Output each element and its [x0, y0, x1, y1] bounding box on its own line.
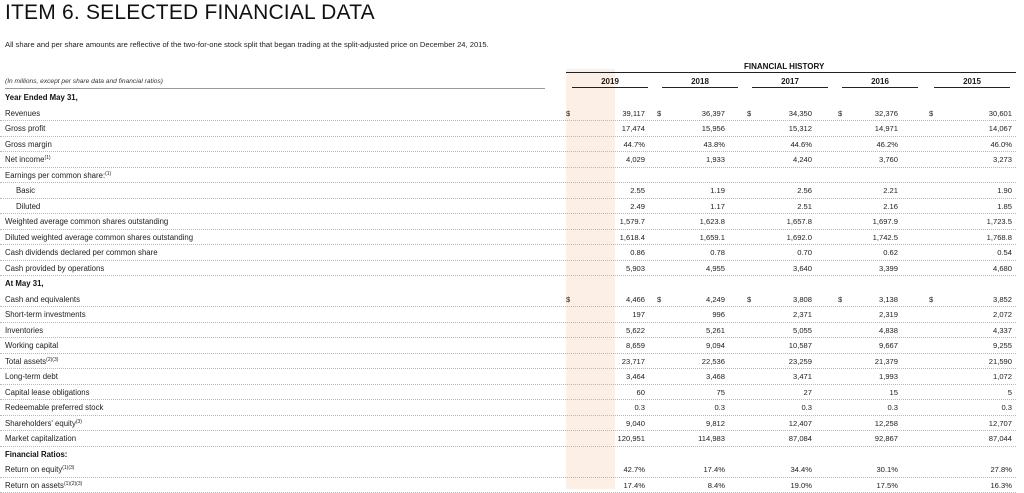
table-row: [0, 354, 1024, 370]
value-cell-2017: 4,240: [793, 155, 812, 164]
value-cell-2016: 0.3: [887, 403, 898, 412]
row-label: Gross profit: [5, 124, 45, 133]
value-cell-2019: 8,659: [626, 341, 645, 350]
value-cell-2016: 32,376: [875, 109, 898, 118]
row-label: Working capital: [5, 341, 58, 350]
value-cell-2015: 3,852: [993, 295, 1012, 304]
table-row: [0, 416, 1024, 432]
table-row: [0, 478, 1024, 493]
value-cell-2017: 5,055: [793, 326, 812, 335]
table-row: [0, 385, 1024, 401]
year-underline: [662, 87, 738, 88]
value-cell-2019: 23,717: [622, 357, 645, 366]
footnote-ref: (1): [44, 155, 50, 161]
value-cell-2019: 120,951: [618, 434, 645, 443]
value-cell-2019: 17,474: [622, 124, 645, 133]
value-cell-2017: 34.4%: [790, 465, 812, 474]
row-label: Basic: [16, 186, 35, 195]
value-cell-2017: 87,084: [789, 434, 812, 443]
value-cell-2018: 15,956: [702, 124, 725, 133]
footnote-ref: (2)(3): [46, 357, 58, 363]
value-cell-2018: 1,659.1: [700, 233, 725, 242]
row-label: Cash and equivalents: [5, 295, 80, 304]
value-cell-2016: 3,760: [879, 155, 898, 164]
value-cell-2018: 17.4%: [703, 465, 725, 474]
row-label: Diluted weighted average common shares outstanding: [5, 233, 193, 242]
value-cell-2015: 46.0%: [990, 140, 1012, 149]
value-cell-2017: 3,471: [793, 372, 812, 381]
value-cell-2016: 30.1%: [876, 465, 898, 474]
value-cell-2016: 9,667: [879, 341, 898, 350]
value-cell-2017: 0.70: [797, 248, 812, 257]
value-cell-2016: 2,319: [879, 310, 898, 319]
year-header-2018: 2018: [670, 77, 730, 86]
value-cell-2017: 2.56: [797, 186, 812, 195]
value-cell-2018: 1.17: [710, 202, 725, 211]
row-label: Shareholders' equity$^{(3)}$: [5, 419, 82, 428]
value-cell-2017: 10,587: [789, 341, 812, 350]
value-cell-2015: 0.3: [1001, 403, 1012, 412]
value-cell-2018: 1,933: [706, 155, 725, 164]
value-cell-2017: 15,312: [789, 124, 812, 133]
table-row: [0, 431, 1024, 447]
value-cell-2019: 2.55: [630, 186, 645, 195]
value-cell-2016: 0.62: [883, 248, 898, 257]
value-cell-2017: 19.0%: [790, 481, 812, 490]
value-cell-2016: 1,742.5: [873, 233, 898, 242]
header-rule: [566, 72, 1016, 73]
table-row: [0, 137, 1024, 153]
row-label: Capital lease obligations: [5, 388, 90, 397]
value-cell-2019: 197: [632, 310, 645, 319]
value-cell-2019: 0.3: [634, 403, 645, 412]
value-cell-2016: 14,971: [875, 124, 898, 133]
row-label: Revenues: [5, 109, 40, 118]
value-cell-2016: 4,838: [879, 326, 898, 335]
value-cell-2015: 0.54: [997, 248, 1012, 257]
row-label: Return on equity$^{(1)(3)}$: [5, 465, 74, 474]
section-heading-row: [0, 90, 1024, 106]
value-cell-2015: 4,337: [993, 326, 1012, 335]
row-label: Net income$^{(1)}$: [5, 155, 51, 164]
table-row: [0, 307, 1024, 323]
value-cell-2017: 12,407: [789, 419, 812, 428]
year-underline: [934, 87, 1010, 88]
value-cell-2018: 4,249: [706, 295, 725, 304]
row-label: At May 31,: [5, 279, 44, 288]
value-cell-2018: 22,536: [702, 357, 725, 366]
value-cell-2019: 5,622: [626, 326, 645, 335]
table-row: [0, 199, 1024, 215]
table-row: [0, 106, 1024, 122]
currency-symbol: $: [566, 109, 570, 118]
value-cell-2018: 1.19: [710, 186, 725, 195]
year-header-2016: 2016: [850, 77, 910, 86]
table-row: [0, 214, 1024, 230]
table-row: [0, 121, 1024, 137]
value-cell-2015: 87,044: [989, 434, 1012, 443]
table-row: [0, 369, 1024, 385]
value-cell-2016: 12,258: [875, 419, 898, 428]
value-cell-2019: 5,903: [626, 264, 645, 273]
currency-symbol: $: [657, 295, 661, 304]
value-cell-2018: 5,261: [706, 326, 725, 335]
row-label: Short-term investments: [5, 310, 86, 319]
value-cell-2016: 17.5%: [876, 481, 898, 490]
value-cell-2018: 36,397: [702, 109, 725, 118]
value-cell-2017: 44.6%: [790, 140, 812, 149]
value-cell-2019: 0.86: [630, 248, 645, 257]
value-cell-2015: 9,255: [993, 341, 1012, 350]
split-note: All share and per share amounts are reflective of the two-for-one stock split that began trading at the split-adjusted price on December 24, 2015.: [5, 40, 489, 49]
value-cell-2016: 3,399: [879, 264, 898, 273]
value-cell-2015: 1.90: [997, 186, 1012, 195]
row-label: Diluted: [16, 202, 40, 211]
row-label: Market capitalization: [5, 434, 76, 443]
value-cell-2015: 30,601: [989, 109, 1012, 118]
value-cell-2015: 21,590: [989, 357, 1012, 366]
value-cell-2019: 39,117: [622, 109, 645, 118]
value-cell-2016: 92,867: [875, 434, 898, 443]
value-cell-2015: 1,072: [993, 372, 1012, 381]
value-cell-2018: 996: [712, 310, 725, 319]
value-cell-2018: 3,468: [706, 372, 725, 381]
value-cell-2017: 2.51: [797, 202, 812, 211]
value-cell-2019: 17.4%: [623, 481, 645, 490]
row-label: Cash provided by operations: [5, 264, 104, 273]
year-underline: [752, 87, 828, 88]
year-header-2015: 2015: [942, 77, 1002, 86]
value-cell-2018: 8.4%: [708, 481, 725, 490]
value-cell-2019: 42.7%: [623, 465, 645, 474]
table-row: [0, 183, 1024, 199]
row-label: Earnings per common share:$^{(1)}$: [5, 171, 111, 180]
value-cell-2018: 114,983: [698, 434, 725, 443]
section-heading-row: [0, 447, 1024, 463]
value-cell-2019: 1,618.4: [620, 233, 645, 242]
value-cell-2018: 1,623.8: [700, 217, 725, 226]
value-cell-2018: 9,094: [706, 341, 725, 350]
value-cell-2018: 43.8%: [703, 140, 725, 149]
value-cell-2019: 2.49: [630, 202, 645, 211]
value-cell-2016: 2.21: [883, 186, 898, 195]
value-cell-2015: 14,067: [989, 124, 1012, 133]
units-rule: [5, 88, 545, 89]
value-cell-2016: 3,138: [879, 295, 898, 304]
page-title: ITEM 6. SELECTED FINANCIAL DATA: [5, 1, 375, 25]
currency-symbol: $: [566, 295, 570, 304]
footnote-ref: (3): [76, 419, 82, 425]
table-row: [0, 168, 1024, 184]
row-label: Financial Ratios:: [5, 450, 67, 459]
row-label: Redeemable preferred stock: [5, 403, 103, 412]
row-label: Total assets$^{(2)(3)}$: [5, 357, 58, 366]
row-label: Return on assets$^{(1)(2)(3)}$: [5, 481, 82, 490]
value-cell-2018: 75: [717, 388, 725, 397]
value-cell-2018: 9,812: [706, 419, 725, 428]
currency-symbol: $: [747, 295, 751, 304]
value-cell-2019: 4,466: [626, 295, 645, 304]
value-cell-2019: 44.7%: [623, 140, 645, 149]
currency-symbol: $: [838, 109, 842, 118]
value-cell-2018: 0.3: [714, 403, 725, 412]
footnote-ref: (1)(2)(3): [64, 481, 82, 487]
value-cell-2019: 1,579.7: [620, 217, 645, 226]
value-cell-2016: 1,993: [879, 372, 898, 381]
value-cell-2017: 1,657.8: [787, 217, 812, 226]
value-cell-2016: 2.16: [883, 202, 898, 211]
value-cell-2016: 1,697.9: [873, 217, 898, 226]
value-cell-2016: 21,379: [875, 357, 898, 366]
value-cell-2017: 0.3: [801, 403, 812, 412]
table-row: [0, 462, 1024, 478]
currency-symbol: $: [929, 295, 933, 304]
value-cell-2015: 5: [1008, 388, 1012, 397]
value-cell-2015: 16.3%: [990, 481, 1012, 490]
currency-symbol: $: [747, 109, 751, 118]
value-cell-2015: 1.85: [997, 202, 1012, 211]
value-cell-2017: 3,808: [793, 295, 812, 304]
financial-history-header: FINANCIAL HISTORY: [744, 62, 824, 71]
table-row: [0, 323, 1024, 339]
value-cell-2015: 3,273: [993, 155, 1012, 164]
value-cell-2017: 2,371: [793, 310, 812, 319]
table-row: [0, 152, 1024, 168]
currency-symbol: $: [657, 109, 661, 118]
value-cell-2015: 12,707: [989, 419, 1012, 428]
value-cell-2016: 46.2%: [876, 140, 898, 149]
value-cell-2018: 4,955: [706, 264, 725, 273]
value-cell-2017: 3,640: [793, 264, 812, 273]
value-cell-2015: 2,072: [993, 310, 1012, 319]
value-cell-2019: 9,040: [626, 419, 645, 428]
year-header-2019: 2019: [580, 77, 640, 86]
row-label: Long-term debt: [5, 372, 58, 381]
value-cell-2015: 1,723.5: [987, 217, 1012, 226]
row-label: Gross margin: [5, 140, 52, 149]
table-row: [0, 245, 1024, 261]
value-cell-2017: 27: [804, 388, 812, 397]
table-row: [0, 400, 1024, 416]
value-cell-2015: 1,768.8: [987, 233, 1012, 242]
value-cell-2019: 4,029: [626, 155, 645, 164]
currency-symbol: $: [838, 295, 842, 304]
year-header-2017: 2017: [760, 77, 820, 86]
row-label: Year Ended May 31,: [5, 93, 78, 102]
value-cell-2017: 1,692.0: [787, 233, 812, 242]
value-cell-2015: 4,680: [993, 264, 1012, 273]
year-underline: [842, 87, 918, 88]
section-heading-row: [0, 276, 1024, 292]
footnote-ref: (1): [105, 171, 111, 177]
value-cell-2015: 27.8%: [990, 465, 1012, 474]
value-cell-2016: 15: [890, 388, 898, 397]
table-row: [0, 230, 1024, 246]
row-label: Weighted average common shares outstanding: [5, 217, 168, 226]
currency-symbol: $: [929, 109, 933, 118]
row-label: Cash dividends declared per common share: [5, 248, 158, 257]
table-row: [0, 261, 1024, 277]
value-cell-2017: 23,259: [789, 357, 812, 366]
value-cell-2019: 60: [637, 388, 645, 397]
table-row: [0, 292, 1024, 308]
value-cell-2019: 3,464: [626, 372, 645, 381]
footnote-ref: (1)(3): [62, 465, 74, 471]
year-underline: [572, 87, 648, 88]
value-cell-2018: 0.78: [710, 248, 725, 257]
row-label: Inventories: [5, 326, 43, 335]
value-cell-2017: 34,350: [789, 109, 812, 118]
table-row: [0, 338, 1024, 354]
units-note: (In millions, except per share data and financial ratios): [5, 78, 163, 85]
